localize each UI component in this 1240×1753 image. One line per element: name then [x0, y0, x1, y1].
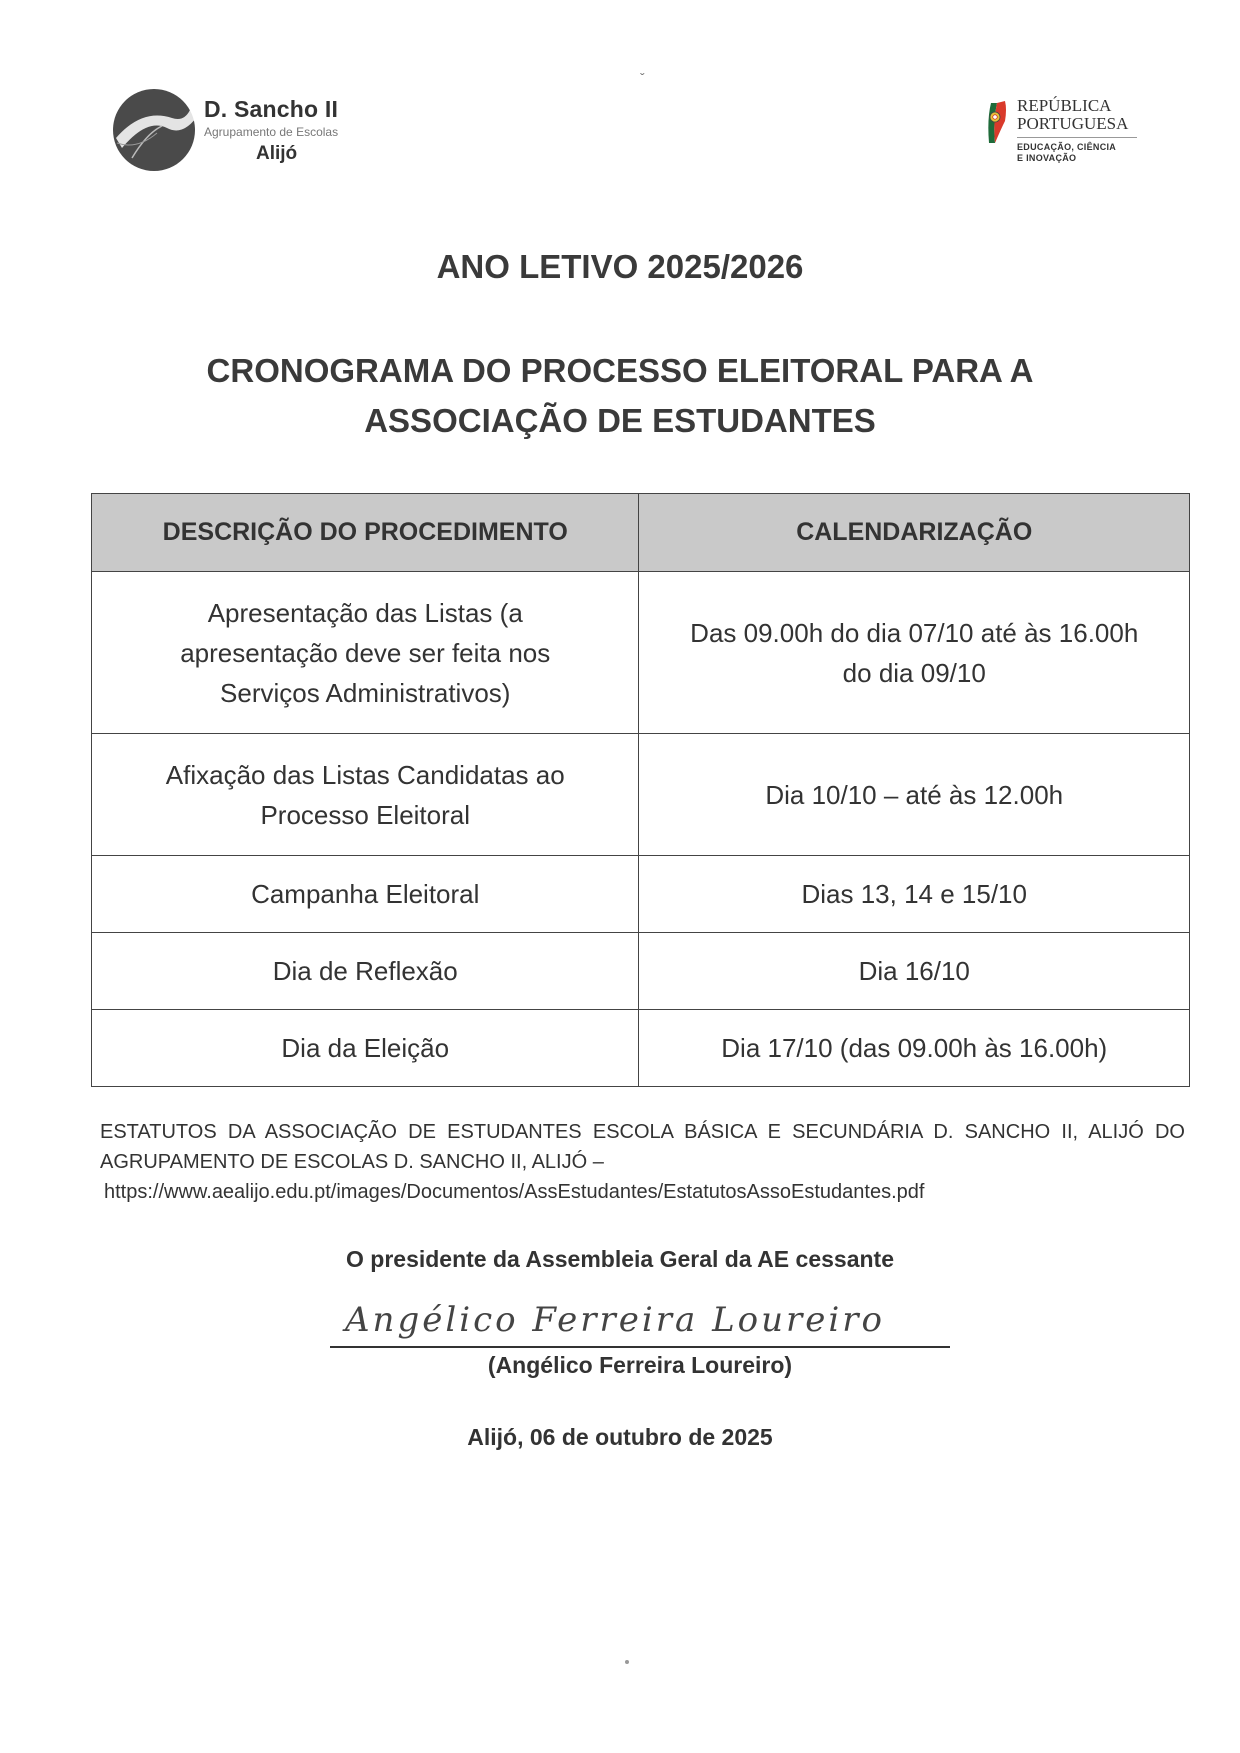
- reference-link[interactable]: https://www.aealijo.edu.pt/images/Documentos/AssEstudantes/EstatutosAssoEstudantes.pdf: [104, 1181, 925, 1203]
- heading-line2: ASSOCIAÇÃO DE ESTUDANTES: [364, 402, 876, 439]
- signatory-role: O presidente da Assembleia Geral da AE cessante: [346, 1246, 894, 1272]
- procedure-text: Serviços Administrativos): [220, 677, 511, 708]
- handwritten-signature: Angélico Ferreira Loureiro: [345, 1300, 886, 1340]
- table-header-row: [92, 494, 1190, 572]
- school-city: Alijó: [256, 142, 298, 164]
- logo-divider: [1017, 137, 1137, 138]
- republic-title-line2: PORTUGUESA: [1017, 114, 1129, 133]
- table-row: [92, 856, 1190, 933]
- statutes-reference: [100, 1117, 1185, 1207]
- schedule-cell: [639, 734, 1190, 856]
- scan-artifact: [625, 1660, 629, 1664]
- signature-line: [330, 1346, 950, 1348]
- school-emblem-icon: [112, 88, 196, 172]
- procedure-text: Apresentação das Listas (a: [207, 597, 523, 628]
- scan-mark: ˇ: [640, 70, 645, 86]
- procedure-text: Processo Eleitoral: [260, 799, 471, 830]
- table-row: [92, 572, 1190, 734]
- procedure-cell: Campanha Eleitoral: [92, 856, 639, 933]
- schedule-cell: Dias 13, 14 e 15/10: [639, 856, 1190, 933]
- procedure-cell: [92, 572, 639, 734]
- school-logo: [112, 88, 338, 172]
- school-year-title: ANO LETIVO 2025/2026: [436, 248, 804, 285]
- schedule-text: Dia 10/10 – até às 12.00h: [765, 779, 1064, 810]
- government-logo-text: [1017, 97, 1137, 164]
- header-procedure: DESCRIÇÃO DO PROCEDIMENTO: [92, 494, 639, 572]
- heading-line1: CRONOGRAMA DO PROCESSO ELEITORAL PARA A: [206, 352, 1034, 389]
- ministry-line2: E INOVAÇÃO: [1017, 153, 1077, 163]
- republic-title-line1: REPÚBLICA: [1017, 96, 1112, 115]
- school-group: Agrupamento de Escolas: [204, 124, 339, 139]
- school-logo-text: [204, 96, 338, 165]
- document-heading: [0, 346, 1240, 446]
- table-row: [92, 933, 1190, 1010]
- table-row: [92, 734, 1190, 856]
- portuguese-flag-icon: [985, 99, 1007, 147]
- procedure-cell: Dia da Eleição: [92, 1010, 639, 1087]
- procedure-cell: Dia de Reflexão: [92, 933, 639, 1010]
- government-logo: [985, 97, 1137, 164]
- schedule-text: do dia 09/10: [842, 657, 986, 688]
- ministry-line1: EDUCAÇÃO, CIÊNCIA: [1017, 142, 1117, 152]
- schedule-text: Das 09.00h do dia 07/10 até às 16.00h: [690, 617, 1139, 648]
- schedule-cell: [639, 572, 1190, 734]
- procedure-text: Afixação das Listas Candidatas ao: [165, 759, 565, 790]
- signatory-name: (Angélico Ferreira Loureiro): [487, 1352, 793, 1378]
- header-schedule: CALENDARIZAÇÃO: [639, 494, 1190, 572]
- place-and-date: Alijó, 06 de outubro de 2025: [467, 1424, 773, 1450]
- procedure-text: apresentação deve ser feita nos: [180, 637, 551, 668]
- election-schedule-table: [91, 493, 1190, 1087]
- procedure-cell: [92, 734, 639, 856]
- reference-text: ESTATUTOS DA ASSOCIAÇÃO DE ESTUDANTES ESCOLA BÁSICA E SECUNDÁRIA D. SANCHO II, ALIJÓ DO AGRUPAMENTO DE ESCOLAS D. SANCHO II, ALIJÓ –: [100, 1121, 1185, 1173]
- schedule-cell: Dia 16/10: [639, 933, 1190, 1010]
- schedule-cell: Dia 17/10 (das 09.00h às 16.00h): [639, 1010, 1190, 1087]
- school-name: D. Sancho II: [204, 95, 339, 122]
- table-row: [92, 1010, 1190, 1087]
